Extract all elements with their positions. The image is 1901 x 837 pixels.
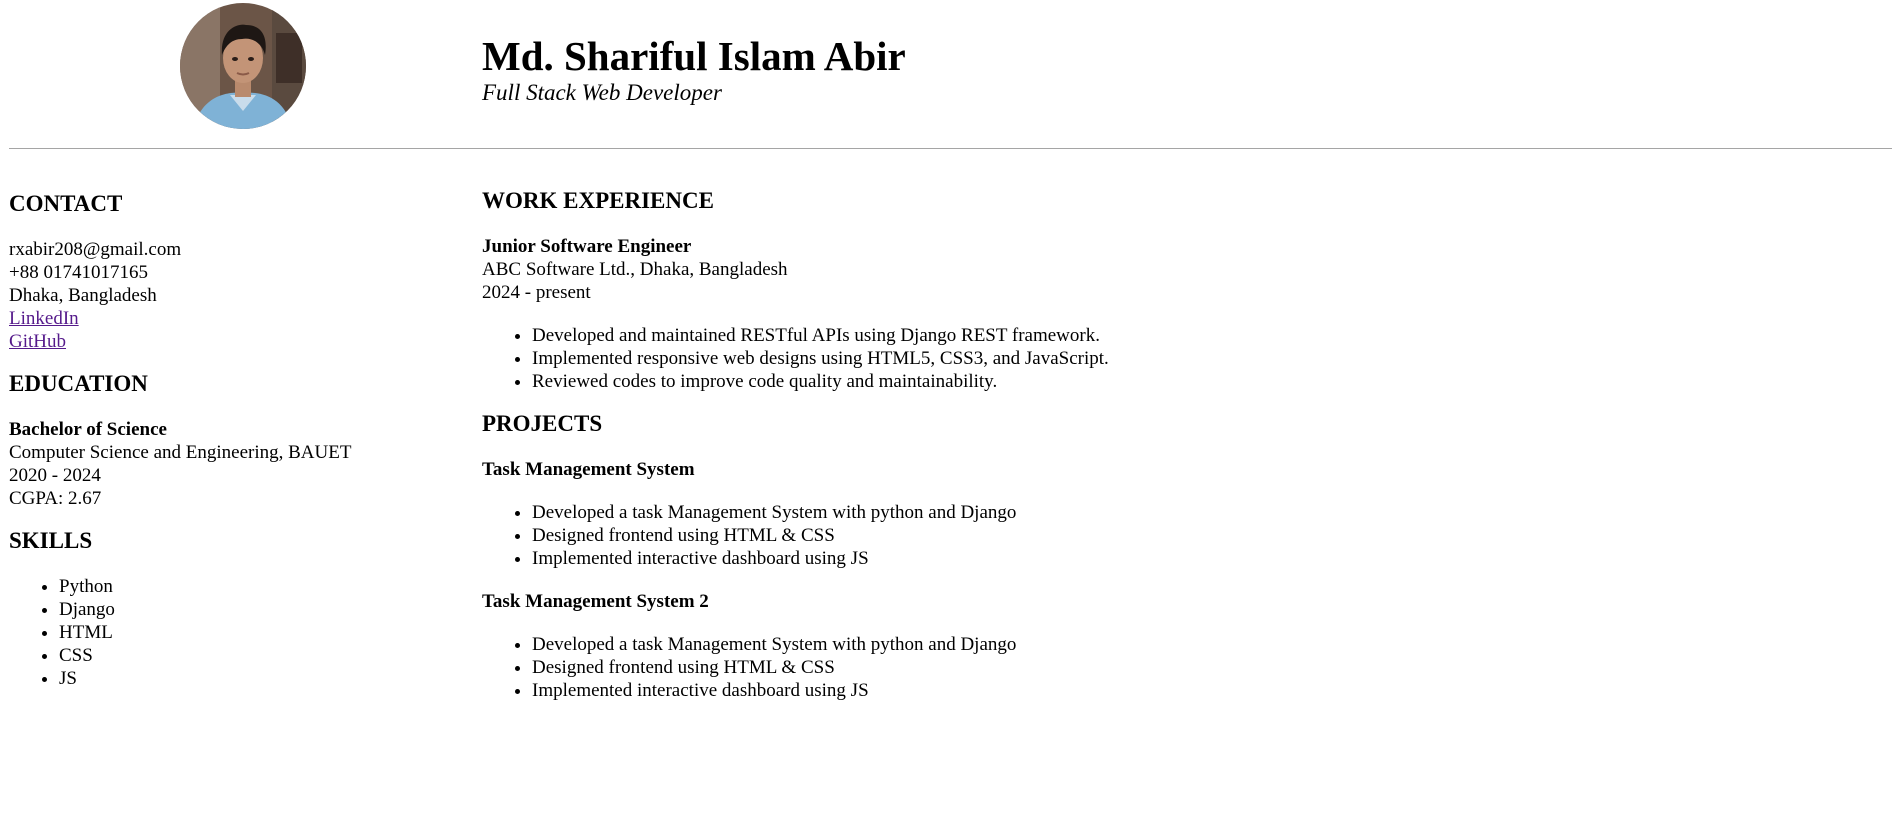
project-title: Task Management System 2 bbox=[482, 591, 709, 612]
work-title: Junior Software Engineer bbox=[482, 236, 692, 257]
project-item bbox=[482, 458, 1682, 570]
contact-location: Dhaka, Bangladesh bbox=[9, 285, 157, 306]
skill-item: • CSS bbox=[59, 644, 449, 667]
project-bullets bbox=[482, 501, 1682, 570]
projects-section bbox=[482, 410, 1682, 702]
person-name: Md. Shariful Islam Abir bbox=[482, 33, 906, 79]
skill-item: • JS bbox=[59, 667, 449, 690]
header-divider bbox=[9, 148, 1892, 149]
project-title: Task Management System bbox=[482, 459, 695, 480]
skills-list bbox=[9, 575, 449, 690]
education-heading: EDUCATION bbox=[9, 371, 148, 396]
education-years: 2020 - 2024 bbox=[9, 465, 101, 486]
project-bullet: • Implemented interactive dashboard using JS bbox=[532, 679, 1682, 702]
profile-photo bbox=[180, 3, 306, 129]
project-item bbox=[482, 590, 1682, 702]
right-column bbox=[482, 187, 1682, 702]
skill-item: • Python bbox=[59, 575, 449, 598]
project-bullets bbox=[482, 633, 1682, 702]
contact-heading: CONTACT bbox=[9, 191, 123, 216]
skill-item: • Django bbox=[59, 598, 449, 621]
education-section bbox=[9, 370, 449, 510]
job-title: Full Stack Web Developer bbox=[482, 80, 722, 105]
contact-email: rxabir208@gmail.com bbox=[9, 239, 182, 260]
work-experience-section bbox=[482, 187, 1682, 393]
cgpa: CGPA: 2.67 bbox=[9, 488, 102, 509]
work-bullet: • Developed and maintained RESTful APIs using Django REST framework. bbox=[532, 324, 1682, 347]
projects-heading: PROJECTS bbox=[482, 411, 603, 436]
program: Computer Science and Engineering, BAUET bbox=[9, 442, 352, 463]
skills-section bbox=[9, 527, 449, 690]
project-bullet: • Designed frontend using HTML & CSS bbox=[532, 656, 1682, 679]
work-bullets bbox=[482, 324, 1682, 393]
work-bullet: • Implemented responsive web designs using HTML5, CSS3, and JavaScript. bbox=[532, 347, 1682, 370]
project-bullet: • Developed a task Management System with python and Django bbox=[532, 633, 1682, 656]
contact-section bbox=[9, 190, 449, 353]
left-column bbox=[9, 190, 449, 690]
project-bullet: • Implemented interactive dashboard using JS bbox=[532, 547, 1682, 570]
project-bullet: • Designed frontend using HTML & CSS bbox=[532, 524, 1682, 547]
resume-header bbox=[0, 0, 1901, 150]
work-period: 2024 - present bbox=[482, 282, 591, 303]
skills-heading: SKILLS bbox=[9, 528, 93, 553]
skill-item: • HTML bbox=[59, 621, 449, 644]
degree: Bachelor of Science bbox=[9, 419, 167, 440]
project-bullet: • Developed a task Management System with python and Django bbox=[532, 501, 1682, 524]
contact-phone: +88 01741017165 bbox=[9, 262, 148, 283]
profile-photo-illustration bbox=[180, 3, 306, 129]
linkedin-link[interactable]: LinkedIn bbox=[9, 308, 79, 329]
work-bullet: • Reviewed codes to improve code quality and maintainability. bbox=[532, 370, 1682, 393]
github-link[interactable]: GitHub bbox=[9, 331, 66, 352]
work-heading: WORK EXPERIENCE bbox=[482, 188, 714, 213]
work-company: ABC Software Ltd., Dhaka, Bangladesh bbox=[482, 259, 788, 280]
